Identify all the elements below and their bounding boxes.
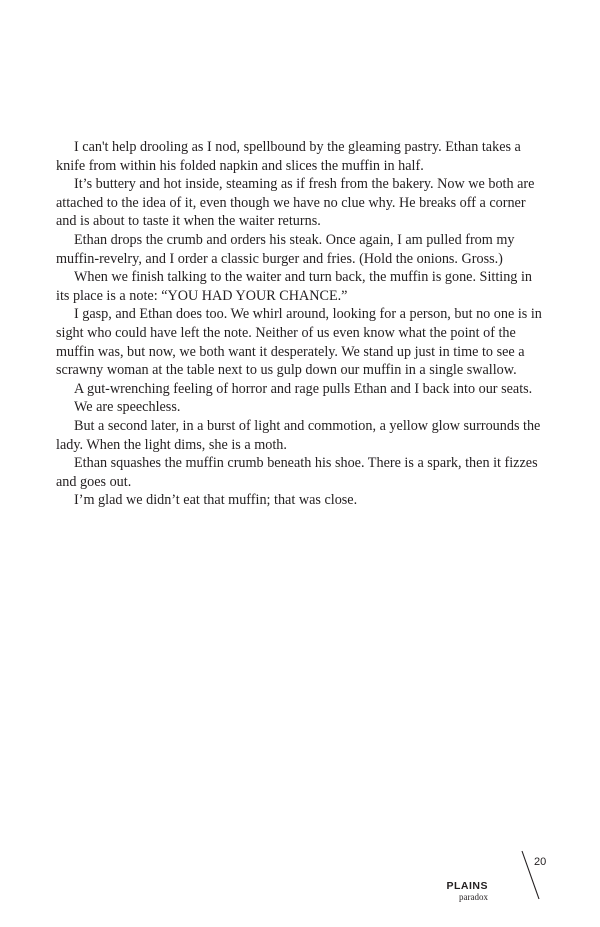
paragraph-1: I can't help drooling as I nod, spellbound by the gleaming pastry. Ethan takes a knife from within his folded napkin and slices the muffin in half.: [56, 139, 521, 174]
story-body: [56, 138, 546, 510]
paragraph-5: I gasp, and Ethan does too. We whirl around, looking for a person, but no one is in sight who could have left the note. Neither of us even know what the point of the muffin was, but now, we both want it desperately. We stand up just in time to see a scrawny woman at the table next to us gulp down our muffin in a single swallow.: [56, 306, 542, 379]
brand-logo-plains: PLAINS: [446, 880, 488, 892]
paragraph-4: When we finish talking to the waiter and turn back, the muffin is gone. Sitting in its place is a note: “YOU HAD YOUR CHANCE.”: [56, 269, 532, 304]
paragraph-9: Ethan squashes the muffin crumb beneath his shoe. There is a spark, then it fizzes and goes out.: [56, 455, 538, 490]
brand-logo-paradox: paradox: [459, 892, 488, 902]
paragraph-3: Ethan drops the crumb and orders his steak. Once again, I am pulled from my muffin-revelry, and I order a classic burger and fries. (Hold the onions. Gross.): [56, 231, 515, 267]
page-number: 20: [534, 856, 547, 868]
page-footer: [446, 850, 560, 902]
paragraph-2: It’s buttery and hot inside, steaming as if fresh from the bakery. Now we both are attached to the idea of it, even though we have no clue why. He breaks off a corner and is about to taste it when the waiter returns.: [56, 176, 535, 230]
paragraph-8: But a second later, in a burst of light and commotion, a yellow glow surrounds the lady. When the light dims, she is a moth.: [56, 417, 541, 453]
paragraph-6: A gut-wrenching feeling of horror and rage pulls Ethan and I back into our seats.: [74, 380, 533, 397]
paragraph-10: I’m glad we didn’t eat that muffin; that was close.: [74, 492, 358, 509]
paragraph-7: We are speechless.: [74, 399, 181, 416]
